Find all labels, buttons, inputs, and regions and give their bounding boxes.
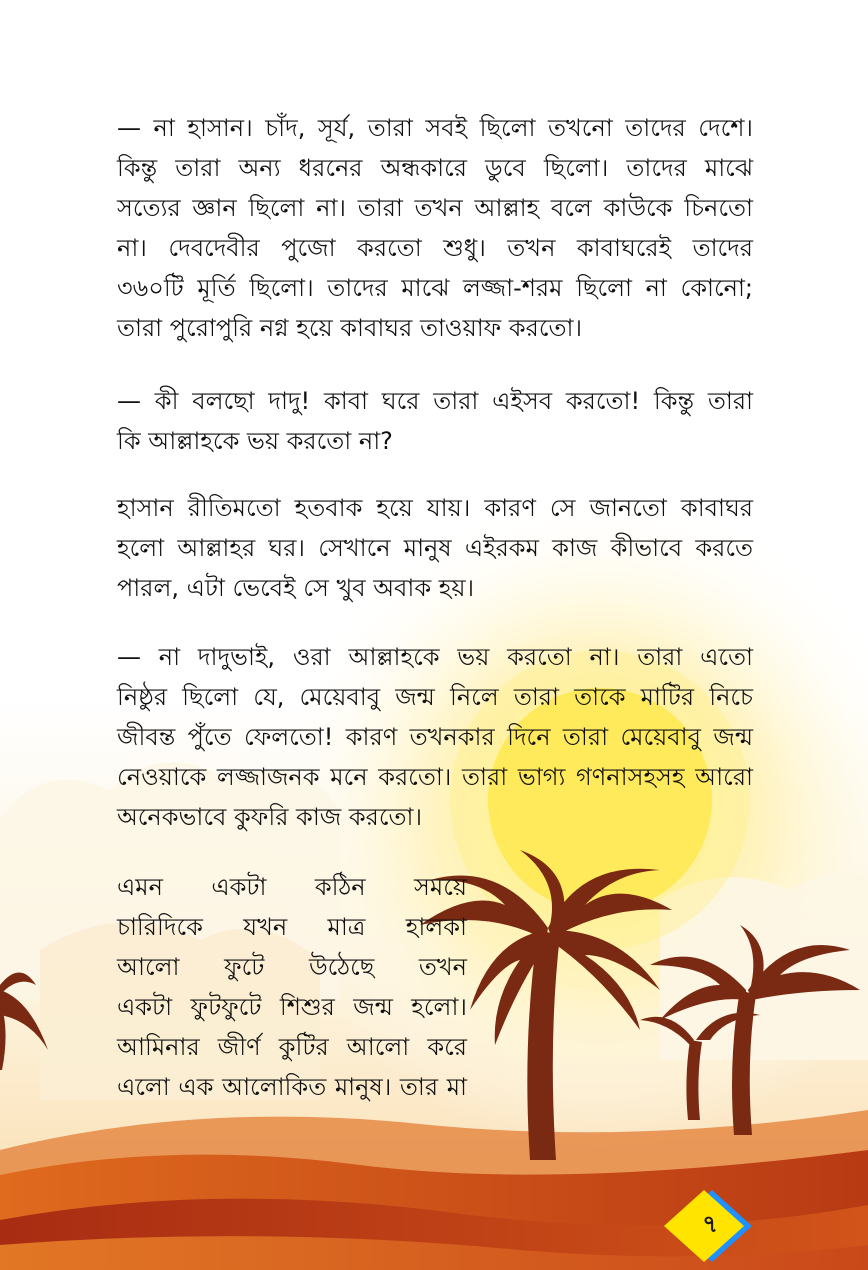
page-number-badge <box>662 1188 754 1264</box>
text-line: জীবন্ত পুঁতে ফেলতো! কারণ তখনকার দিনে তারা মেয়েবাবু জন্ম <box>117 723 753 751</box>
text-line: আমিনার জীর্ণ কুটির আলো করে <box>117 1033 467 1061</box>
text-line: আলো ফুটে উঠেছে তখন <box>117 953 467 981</box>
paragraph-4 <box>117 637 753 837</box>
text-line: এলো এক আলোকিত মানুষ। তার মা <box>117 1073 467 1101</box>
text-line: নিষ্ঠুর ছিলো যে, মেয়েবাবু জন্ম নিলে তারা তাকে মাটির নিচে <box>117 683 753 711</box>
text-line: ৩৬০টি মূর্তি ছিলো। তাদের মাঝে লজ্জা-শরম ছিলো না কোনো; <box>117 274 753 302</box>
text-line: — না দাদুভাই, ওরা আল্লাহকে ভয় করতো না। তারা এতো <box>117 643 753 671</box>
text-line: এমন একটা কঠিন সময়ে <box>117 873 467 901</box>
text-line: হাসান রীতিমতো হতবাক হয়ে যায়। কারণ সে জানতো কাবাঘর <box>117 494 753 522</box>
text-line: চারিদিকে যখন মাত্র হালকা <box>117 913 467 941</box>
text-line: নেওয়াকে লজ্জাজনক মনে করতো। তারা ভাগ্য গণনাসহসহ আরো <box>117 763 753 791</box>
text-line: সত্যের জ্ঞান ছিলো না। তারা তখন আল্লাহ বলে কাউকে চিনতো <box>117 194 753 222</box>
paragraph-5 <box>117 867 467 1107</box>
text-line: অনেকভাবে কুফরি কাজ করতো। <box>117 803 423 831</box>
text-line: কিন্তু তারা অন্য ধরনের অন্ধকারে ডুবে ছিলো। তাদের মাঝে <box>117 154 753 182</box>
page-number: ৭ <box>702 1210 718 1238</box>
text-line: পারল, এটা ভেবেই সে খুব অবাক হয়। <box>117 574 475 602</box>
text-line: কি আল্লাহকে ভয় করতো না? <box>117 427 393 455</box>
text-line: — কী বলছো দাদু! কাবা ঘরে তারা এইসব করতো! কিন্তু তারা <box>117 387 753 415</box>
text-line: একটা ফুটফুটে শিশুর জন্ম হলো। <box>117 993 467 1021</box>
paragraph-1 <box>117 108 753 348</box>
paragraph-2 <box>117 381 753 461</box>
text-line: — না হাসান। চাঁদ, সূর্য, তারা সবই ছিলো তখনো তাদের দেশে। <box>117 114 753 142</box>
text-line: হলো আল্লাহর ঘর। সেখানে মানুষ এইরকম কাজ কীভাবে করতে <box>117 534 753 562</box>
text-line: না। দেবদেবীর পুজো করতো শুধু। তখন কাবাঘরেই তাদের <box>117 234 753 262</box>
paragraph-3 <box>117 488 753 608</box>
text-line: তারা পুরোপুরি নগ্ন হয়ে কাবাঘর তাওয়াফ করতো। <box>117 314 583 342</box>
